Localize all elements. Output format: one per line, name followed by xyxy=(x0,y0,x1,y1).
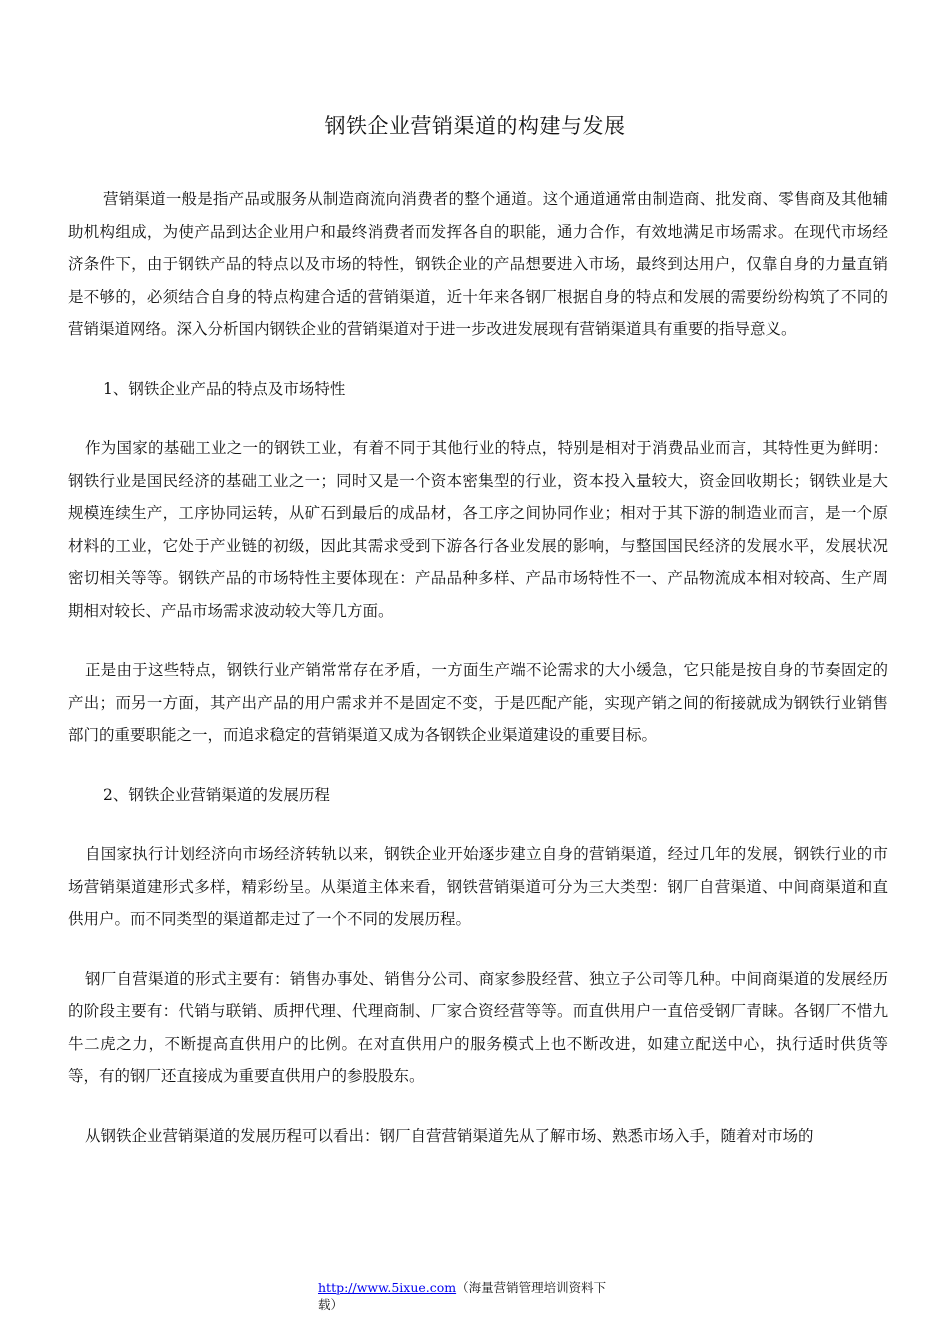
page-footer xyxy=(318,1279,618,1313)
body-paragraph: 作为国家的基础工业之一的钢铁工业，有着不同于其他行业的特点，特别是相对于消费品业而言，其特性更为鲜明：钢铁行业是国民经济的基础工业之一；同时又是一个资本密集型的行业，资本投入量较大，资金回收期长；钢铁业是大规模连续生产，工序协同运转，从矿石到最后的成品材，各工序之间协同作业；相对于其下游的制造业而言，是一个原材料的工业，它处于产业链的初级，因此其需求受到下游各行各业发展的影响，与整国国民经济的发展水平，发展状况密切相关等等。钢铁产品的市场特性主要体现在：产品品种多样、产品市场特性不一、产品物流成本相对较高、生产周期相对较长、产品市场需求波动较大等几方面。 xyxy=(68,439,888,620)
document-title: 钢铁企业营销渠道的构建与发展 xyxy=(324,114,626,138)
body-paragraph: 自国家执行计划经济向市场经济转轨以来，钢铁企业开始逐步建立自身的营销渠道，经过几年的发展，钢铁行业的市场营销渠道建形式多样，精彩纷呈。从渠道主体来看，钢铁营销渠道可分为三大类型：钢厂自营渠道、中间商渠道和直供用户。而不同类型的渠道都走过了一个不同的发展历程。 xyxy=(68,845,888,928)
document-body xyxy=(68,183,888,1152)
body-paragraph: 从钢铁企业营销渠道的发展历程可以看出：钢厂自营营销渠道先从了解市场、熟悉市场入手，随着对市场的 xyxy=(85,1126,814,1145)
footer-link[interactable]: http://www.5ixue.com xyxy=(318,1280,457,1295)
body-paragraph: 正是由于这些特点，钢铁行业产销常常存在矛盾，一方面生产端不论需求的大小缓急，它只能是按自身的节奏固定的产出；而另一方面，其产出产品的用户需求并不是固定不变，于是匹配产能，实现产销之间的衔接就成为钢铁行业销售部门的重要职能之一，而追求稳定的营销渠道又成为各钢铁企业渠道建设的重要目标。 xyxy=(68,661,888,744)
footer-note: （海量营销管理培训资料下载） xyxy=(318,1280,607,1312)
section-heading-2: 2、钢铁企业营销渠道的发展历程 xyxy=(103,785,330,804)
intro-paragraph: 营销渠道一般是指产品或服务从制造商流向消费者的整个通道。这个通道通常由制造商、批发商、零售商及其他辅助机构组成，为使产品到达企业用户和最终消费者而发挥各自的职能，通力合作，有效地满足市场需求。在现代市场经济条件下，由于钢铁产品的特点以及市场的特性，钢铁企业的产品想要进入市场，最终到达用户，仅靠自身的力量直销是不够的，必须结合自身的特点构建合适的营销渠道，近十年来各钢厂根据自身的特点和发展的需要纷纷构筑了不同的营销渠道网络。深入分析国内钢铁企业的营销渠道对于进一步改进发展现有营销渠道具有重要的指导意义。 xyxy=(68,190,888,338)
section-heading-1: 1、钢铁企业产品的特点及市场特性 xyxy=(103,379,346,398)
body-paragraph: 钢厂自营渠道的形式主要有：销售办事处、销售分公司、商家参股经营、独立子公司等几种。中间商渠道的发展经历的阶段主要有：代销与联销、质押代理、代理商制、厂家合资经营等等。而直供用户一直倍受钢厂青睐。各钢厂不惜九牛二虎之力，不断提高直供用户的比例。在对直供用户的服务模式上也不断改进，如建立配送中心，执行适时供货等等，有的钢厂还直接成为重要直供用户的参股股东。 xyxy=(68,969,888,1085)
